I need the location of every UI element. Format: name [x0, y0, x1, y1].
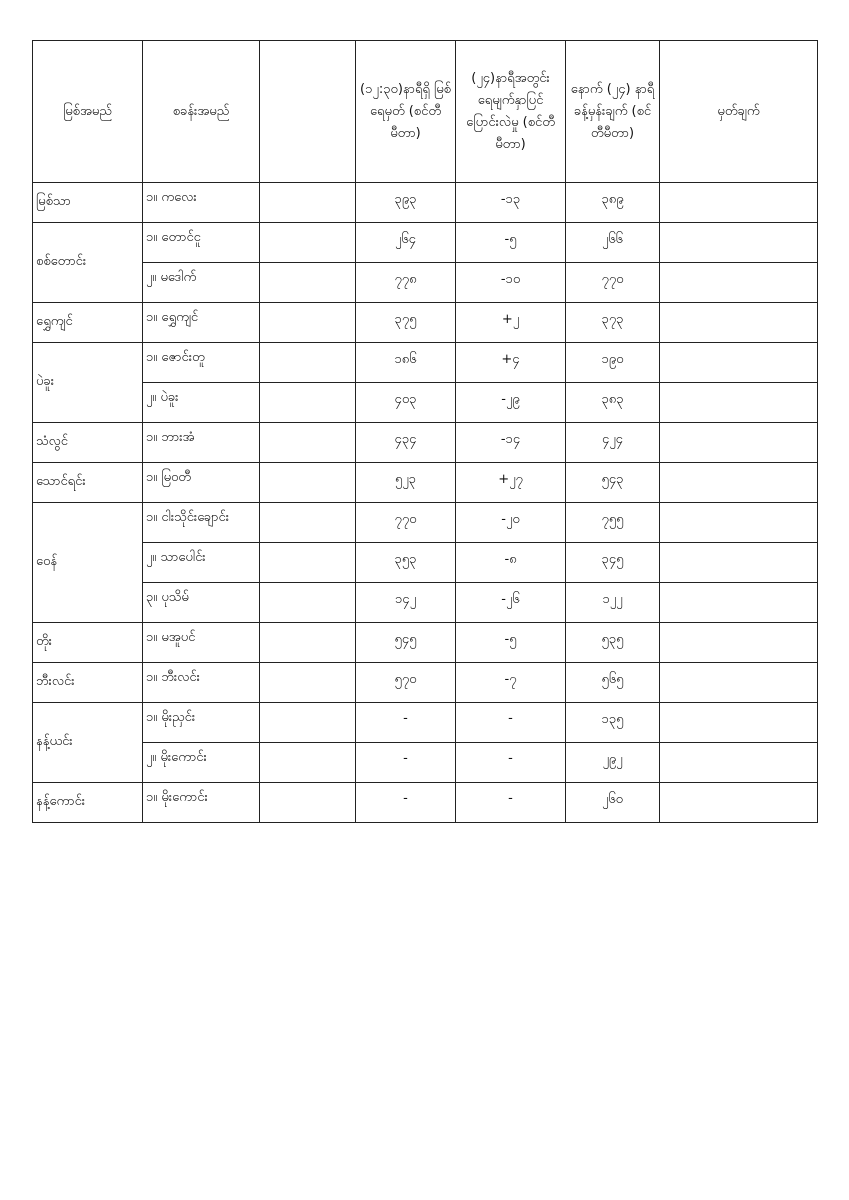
forecast-cell: ၅၄၃ [566, 463, 660, 503]
table-row [33, 223, 818, 263]
header-remark: မှတ်ချက် [660, 41, 818, 183]
table-row [33, 183, 818, 223]
change-cell: -၇ [456, 663, 566, 703]
remark-cell [660, 703, 818, 743]
water-level-cell: - [356, 783, 456, 823]
river-name-cell: နန့်ယင်း [33, 703, 143, 783]
forecast-cell: ၃၇၃ [566, 303, 660, 343]
station-name-cell: ၁။ တောင်ငူ [143, 223, 260, 263]
header-24h-forecast: နောက် (၂၄) နာရီ ခန့်မှန်းချက် (စင်တီမီတာ) [566, 41, 660, 183]
forecast-cell: ၄၂၄ [566, 423, 660, 463]
water-level-cell: ၁၄၂ [356, 583, 456, 623]
remark-cell [660, 423, 818, 463]
station-name-cell: ၂။ မဒေါက် [143, 263, 260, 303]
water-level-cell: ၃၇၅ [356, 303, 456, 343]
forecast-cell: ၅၃၅ [566, 623, 660, 663]
change-cell: -၁၀ [456, 263, 566, 303]
water-level-cell: ၇၇၀ [356, 503, 456, 543]
remark-cell [660, 383, 818, 423]
header-24h-change: (၂၄)နာရီအတွင်း ရေမျက်နှာပြင် ပြောင်းလဲမှု (စင်တီမီတာ) [456, 41, 566, 183]
blank-cell [260, 703, 356, 743]
station-name-cell: ၁။ ဘားအံ [143, 423, 260, 463]
river-name-cell: ဝေန် [33, 503, 143, 623]
remark-cell [660, 503, 818, 543]
blank-cell [260, 383, 356, 423]
change-cell: - [456, 783, 566, 823]
forecast-cell: ၁၃၅ [566, 703, 660, 743]
river-name-cell: ဘီးလင်း [33, 663, 143, 703]
remark-cell [660, 783, 818, 823]
water-level-cell: ၅၂၃ [356, 463, 456, 503]
change-cell: +၂ [456, 303, 566, 343]
change-cell: -၅ [456, 623, 566, 663]
water-level-cell: - [356, 743, 456, 783]
station-name-cell: ၁။ ကလေး [143, 183, 260, 223]
water-level-table [32, 40, 818, 823]
water-level-cell: ၅၇၀ [356, 663, 456, 703]
blank-cell [260, 263, 356, 303]
change-cell: -၅ [456, 223, 566, 263]
remark-cell [660, 183, 818, 223]
forecast-cell: ၇၇၀ [566, 263, 660, 303]
remark-cell [660, 663, 818, 703]
water-level-cell: ၅၄၅ [356, 623, 456, 663]
river-name-cell: စစ်တောင်း [33, 223, 143, 303]
blank-cell [260, 223, 356, 263]
blank-cell [260, 583, 356, 623]
river-name-cell: သံလွင် [33, 423, 143, 463]
table-row [33, 543, 818, 583]
table-row [33, 463, 818, 503]
river-name-cell: တိုး [33, 623, 143, 663]
station-name-cell: ၁။ မိုးကောင်း [143, 783, 260, 823]
forecast-cell: ၂၆၆ [566, 223, 660, 263]
forecast-cell: ၃၈၃ [566, 383, 660, 423]
remark-cell [660, 463, 818, 503]
river-name-cell: ပဲခူး [33, 343, 143, 423]
blank-cell [260, 663, 356, 703]
change-cell: - [456, 703, 566, 743]
remark-cell [660, 343, 818, 383]
table-row [33, 383, 818, 423]
table-row [33, 263, 818, 303]
table-row [33, 583, 818, 623]
header-row [33, 41, 818, 183]
blank-cell [260, 303, 356, 343]
forecast-cell: ၁၉၀ [566, 343, 660, 383]
water-level-cell: ၃၅၃ [356, 543, 456, 583]
table-row [33, 423, 818, 463]
remark-cell [660, 583, 818, 623]
water-level-cell: ၄၀၃ [356, 383, 456, 423]
change-cell: - [456, 743, 566, 783]
blank-cell [260, 183, 356, 223]
blank-cell [260, 743, 356, 783]
blank-cell [260, 503, 356, 543]
forecast-cell: ၁၂၂ [566, 583, 660, 623]
remark-cell [660, 623, 818, 663]
table-row [33, 783, 818, 823]
water-level-cell: ၂၆၄ [356, 223, 456, 263]
station-name-cell: ၂။ သာပေါင်း [143, 543, 260, 583]
table-row [33, 503, 818, 543]
change-cell: -၁၄ [456, 423, 566, 463]
water-level-cell: ၄၃၄ [356, 423, 456, 463]
river-name-cell: နန့်ကောင်း [33, 783, 143, 823]
station-name-cell: ၃။ ပုသိမ် [143, 583, 260, 623]
blank-cell [260, 423, 356, 463]
change-cell: +၄ [456, 343, 566, 383]
station-name-cell: ၁။ မြဝတီ [143, 463, 260, 503]
water-level-cell: ၁၈၆ [356, 343, 456, 383]
station-name-cell: ၂။ မိုးကောင်း [143, 743, 260, 783]
water-level-cell: ၃၉၃ [356, 183, 456, 223]
river-name-cell: ရွှေကျင် [33, 303, 143, 343]
table-row [33, 663, 818, 703]
header-station-name: စခန်းအမည် [143, 41, 260, 183]
table-row [33, 703, 818, 743]
forecast-cell: ၂၆၀ [566, 783, 660, 823]
header-blank [260, 41, 356, 183]
remark-cell [660, 223, 818, 263]
water-level-cell: ၇၇၈ [356, 263, 456, 303]
blank-cell [260, 343, 356, 383]
header-water-level: (၁၂:၃၀)နာရီရှိ မြစ်ရေမှတ် (စင်တီမီတာ) [356, 41, 456, 183]
table-row [33, 623, 818, 663]
river-name-cell: သောင်ရင်း [33, 463, 143, 503]
forecast-cell: ၇၅၅ [566, 503, 660, 543]
table-row [33, 743, 818, 783]
station-name-cell: ၁။ မအူပင် [143, 623, 260, 663]
river-name-cell: မြစ်သာ [33, 183, 143, 223]
blank-cell [260, 783, 356, 823]
change-cell: -၂၀ [456, 503, 566, 543]
change-cell: -၂၆ [456, 583, 566, 623]
change-cell: -၁၃ [456, 183, 566, 223]
change-cell: +၂၇ [456, 463, 566, 503]
header-river-name: မြစ်အမည် [33, 41, 143, 183]
forecast-cell: ၃၈၉ [566, 183, 660, 223]
remark-cell [660, 543, 818, 583]
table-row [33, 343, 818, 383]
station-name-cell: ၁။ မိုးညှင်း [143, 703, 260, 743]
station-name-cell: ၁။ ငါးသိုင်းချောင်း [143, 503, 260, 543]
blank-cell [260, 543, 356, 583]
water-level-cell: - [356, 703, 456, 743]
station-name-cell: ၂။ ပဲခူး [143, 383, 260, 423]
change-cell: -၂၉ [456, 383, 566, 423]
station-name-cell: ၁။ ဘီးလင်း [143, 663, 260, 703]
station-name-cell: ၁။ ဇောင်းတူ [143, 343, 260, 383]
forecast-cell: ၂၉၂ [566, 743, 660, 783]
forecast-cell: ၃၄၅ [566, 543, 660, 583]
forecast-cell: ၅၆၅ [566, 663, 660, 703]
blank-cell [260, 623, 356, 663]
change-cell: -၈ [456, 543, 566, 583]
table-body [33, 183, 818, 823]
blank-cell [260, 463, 356, 503]
table-row [33, 303, 818, 343]
remark-cell [660, 743, 818, 783]
remark-cell [660, 263, 818, 303]
station-name-cell: ၁။ ရွှေကျင် [143, 303, 260, 343]
remark-cell [660, 303, 818, 343]
